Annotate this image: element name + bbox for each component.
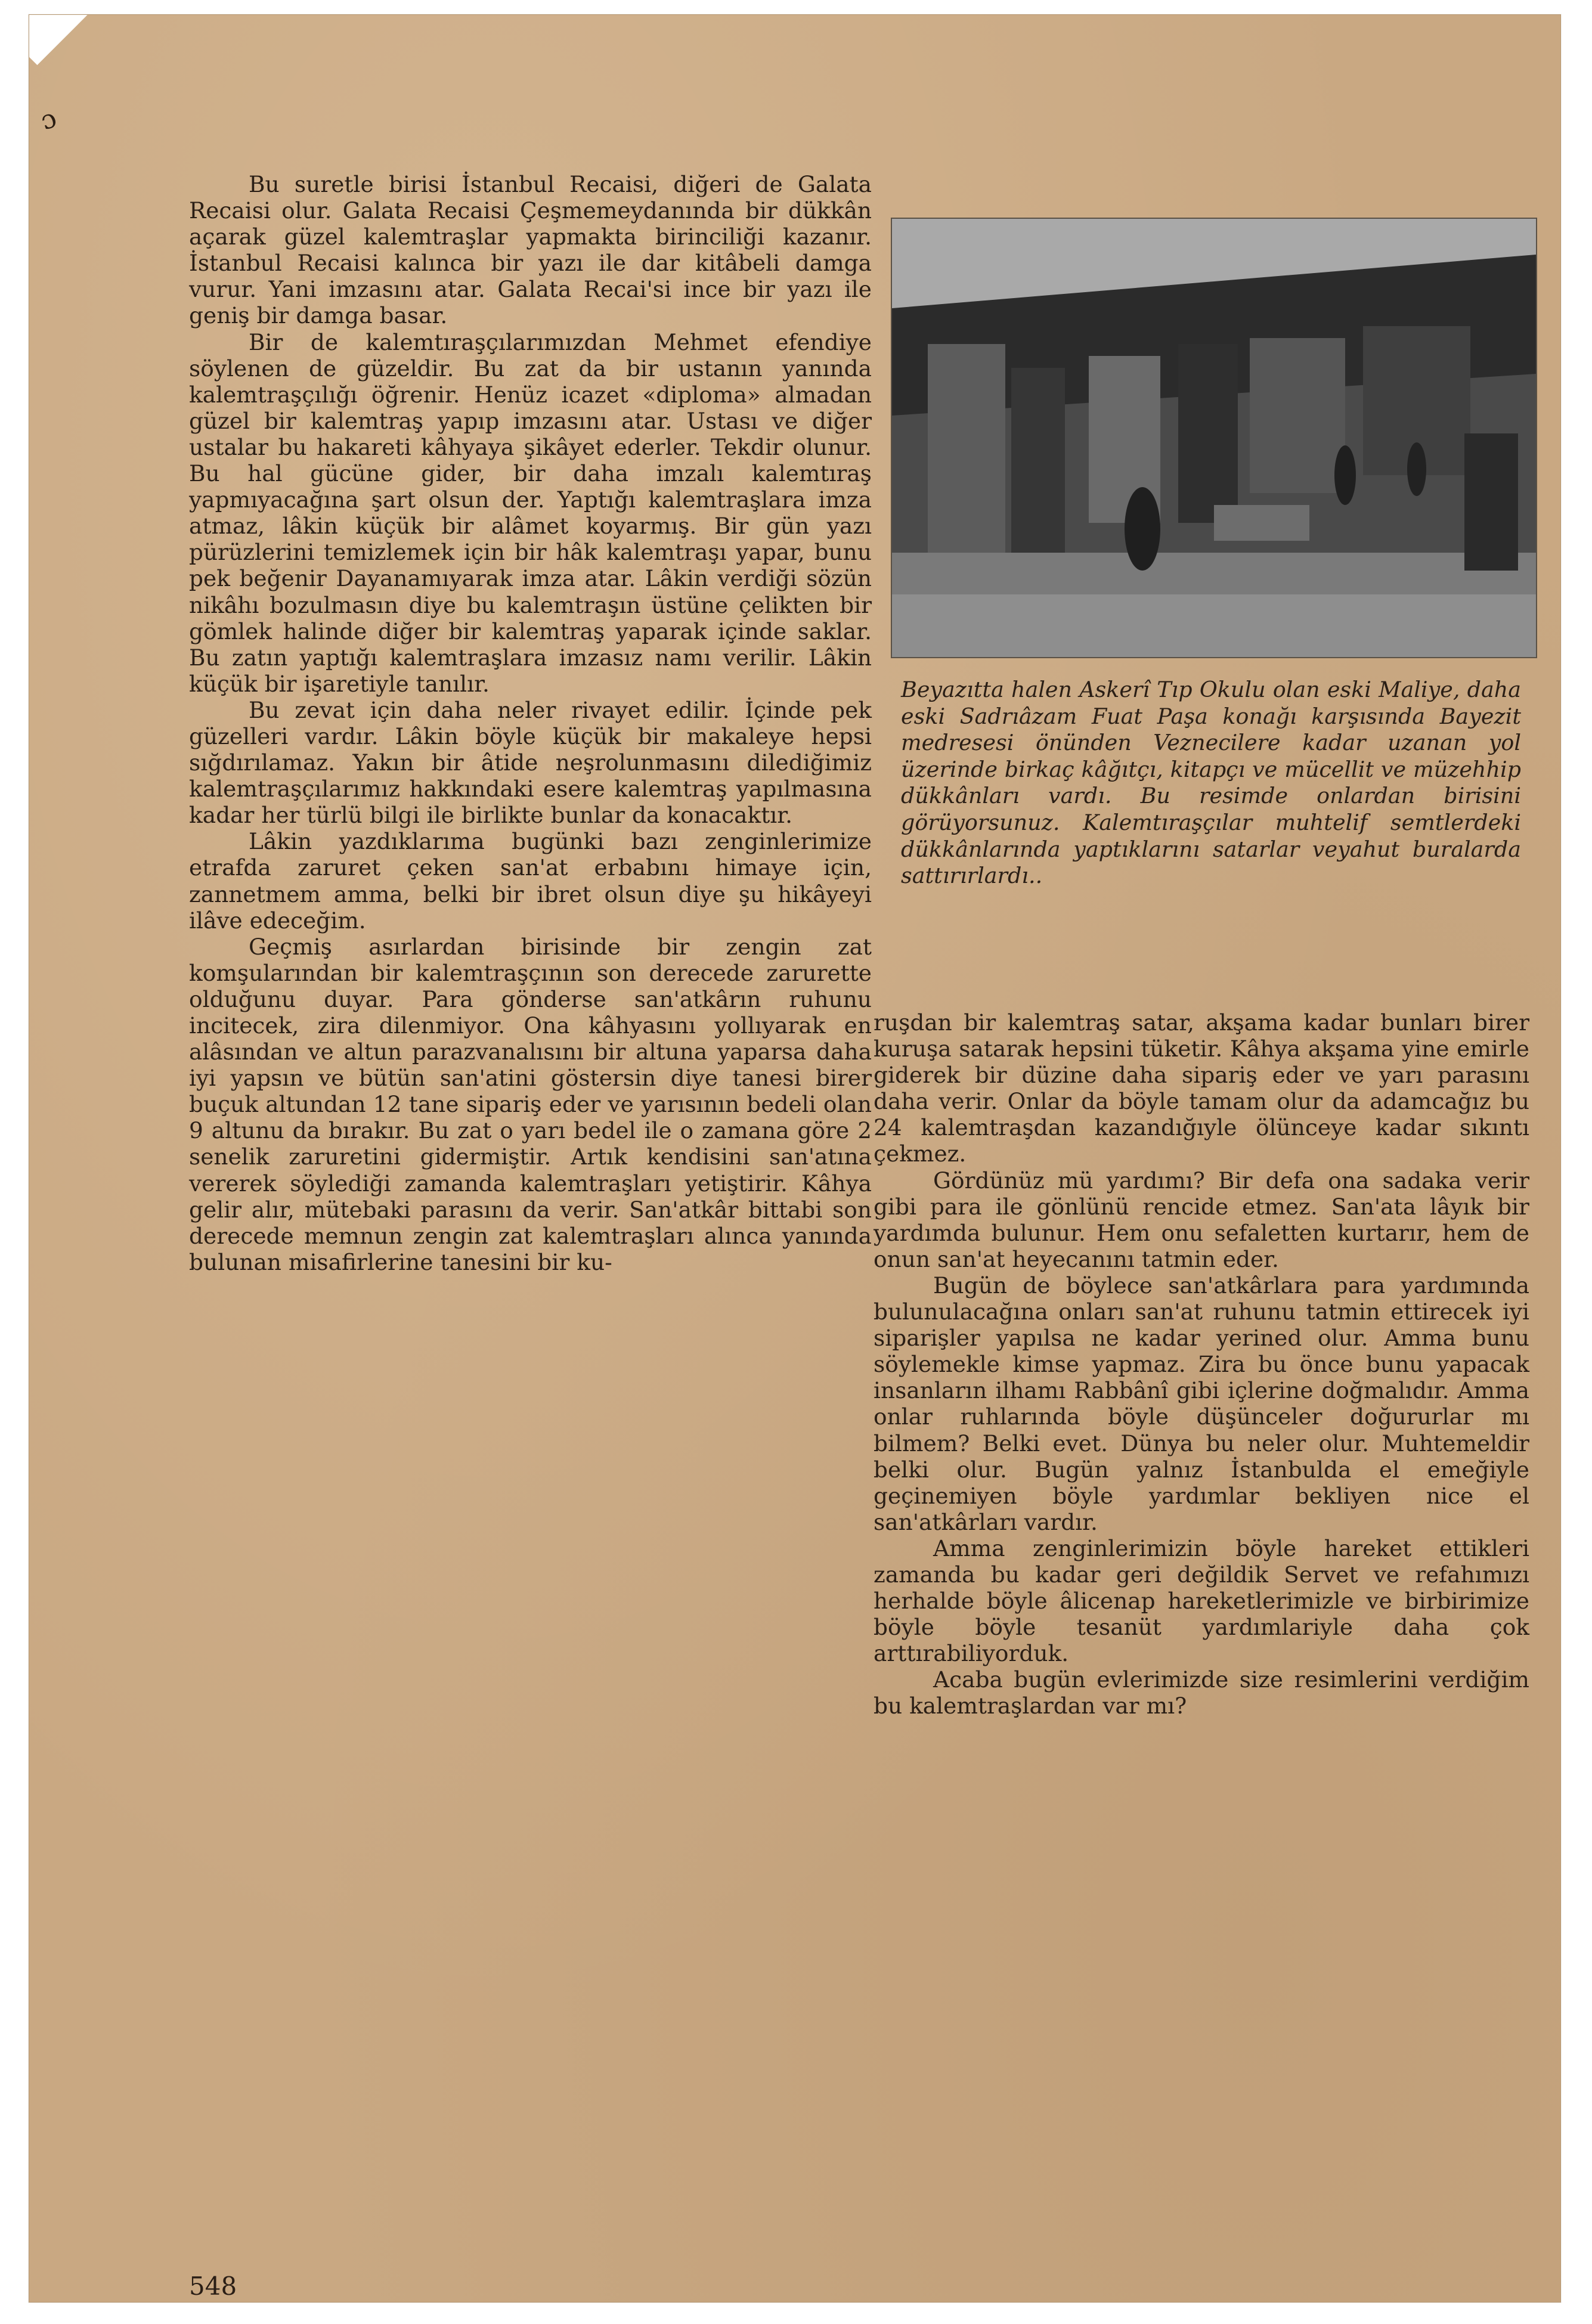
paragraph: Bugün de böylece san'atkârlara para yardımında bulunulacağına onları san'at ruhunu tatmin ettirecek iyi siparişler yapılsa ne kadar yerined olur. Amma bunu söylemekle kimse yapmaz. Zira bu önce bunu yapacak insanların ilhamı Rabbânî gibi içlerine doğmalıdır. Amma onlar ruhlarında böyle düşünceler doğururlar mı bilmem? Belki evet. Dünya bu neler olur. Muhtemeldir belki olur. Bugün yalnız İstanbulda el emeğiyle geçinemiyen böyle yardımlar bekliyen nice el san'atkârları vardır. [874, 1272, 1529, 1535]
paragraph: Bu suretle birisi İstanbul Recaisi, diğeri de Galata Recaisi olur. Galata Recaisi Çeşmemeydanında bir dükkân açarak güzel kalemtraşlar yapmakta birinciliği kazanır. İstanbul Recaisi kalınca bir yazı ile dar kitâbeli damga vurur. Yani imzasını atar. Galata Recai'si ince bir yazı ile geniş bir damga basar. [189, 171, 872, 329]
paragraph: Bu zevat için daha neler rivayet edilir. İçinde pek güzelleri vardır. Lâkin böyle küçük bir makaleye hepsi sığdırılamaz. Yakın bir âtide neşrolunmasını dilediğimiz kalemtraşçılarımız hakkındaki esere kalemtraş yapılmasına kadar her türlü bilgi ile birlikte bunlar da konacaktır. [189, 696, 872, 829]
paragraph: Lâkin yazdıklarıma bugünki bazı zenginlerimize etrafda zaruret çeken san'at erbabını himaye için, zannetmem amma, belki bir ibret olsun diye şu hikâyeyi ilâve edeceğim. [189, 828, 872, 934]
paragraph: Geçmiş asırlardan birisinde bir zengin zat komşularından bir kalemtraşçının son derecede zarurette olduğunu duyar. Para gönderse san'atkârın ruhunu incitecek, zira dilenmiyor. Ona kâhyasını yollıyarak en alâsından ve altun parazvanalısını bir altuna yaparsa daha iyi yapsın ve bütün san'atini göstersin diye tanesi birer buçuk altundan 12 tane sipariş eder ve yarısının bedeli olan 9 altunu da bırakır. Bu zat o yarı bedel ile o zamana göre 2 senelik zaruretini gidermiştir. Artık kendisini san'atına vererek söylediği zamanda kalemtraşları yetiştirir. Kâhya gelir alır, mütebaki parasını da verir. San'atkâr bittabi son derecede memnun zengin zat kalemtraşları alınca yanında bulunan misafirlerine tanesini bir ku- [189, 933, 872, 1275]
right-column [874, 1009, 1529, 1719]
left-column [189, 171, 872, 1275]
paragraph: Acaba bugün evlerimizde size resimlerini verdiğim bu kalemtraşlardan var mı? [874, 1666, 1529, 1719]
page-number: 548 [189, 2272, 237, 2301]
newsprint-page [29, 14, 1561, 2303]
paragraph: Gördünüz mü yardımı? Bir defa ona sadaka verir gibi para ile gönlünü rencide etmez. San'ata lâyık bir yardımda bulunur. Hem onu sefaletten kurtarır, hem de onun san'at heyecanını tatmin eder. [874, 1167, 1529, 1272]
paragraph: Bir de kalemtıraşçılarımızdan Mehmet efendiye söylenen de güzeldir. Bu zat da bir ustanın yanında kalemtraşçılığı öğrenir. Henüz icazet «diploma» almadan güzel bir kalemtraş yapıp imzasını atar. Ustası ve diğer ustalar bu hakareti kâhyaya şikâyet ederler. Tekdir olunur. Bu hal gücüne gider, bir daha imzalı kalemtıraş yapmıyacağına şart olsun der. Yaptığı kalemtraşlara imza atmaz, lâkin küçük bir alâmet koyarmış. Bir gün yazı pürüzlerini temizlemek için bir hâk kalemtraşı yapar, bunu pek beğenir Dayanamıyarak imza atar. Lâkin verdiği sözün nikâhı bozulmasın diye bu kalemtraşın üstüne çelikten bir gömlek halinde diğer bir kalemtraş yaparak içinde saklar. Bu zatın yaptığı kalemtraşlara imzasız namı verilir. Lâkin küçük bir işaretiyle tanılır. [189, 329, 872, 697]
paragraph: Amma zenginlerimizin böyle hareket ettikleri zamanda bu kadar geri değildik Servet ve refahımızı herhalde böyle âlicenap hareketlerimizle ve birbirimize böyle böyle tesanüt yardımlariyle daha çok arttırabiliyorduk. [874, 1535, 1529, 1667]
street-photo [891, 218, 1537, 658]
bookseller-street-illustration [892, 219, 1536, 657]
photo-caption: Beyazıtta halen Askerî Tıp Okulu olan eski Maliye, daha eski Sadrıâzam Fuat Paşa konağı karşısında Bayezit medresesi önünden Veznecilere kadar uzanan yol üzerinde birkaç kâğıtçı, kitapçı ve mücellit ve müzehhip dükkânları vardı. Bu resimde onlardan birisini görüyorsunuz. Kalemtıraşçılar muhtelif semtlerdeki dükkânlarında yaptıklarını satarlar veyahut buralarda sattırırlardı.. [901, 677, 1521, 889]
paragraph: ruşdan bir kalemtraş satar, akşama kadar bunları birer kuruşa satarak hepsini tüketir. Kâhya akşama yine emirle giderek bir düzine daha sipariş eder ve yarı parasını daha verir. Onlar da böyle tamam olur da adamcağız bu 24 kalemtraşdan kazandığıyle ölünceye kadar sıkıntı çekmez. [874, 1009, 1529, 1167]
margin-mark: ɔ [36, 103, 61, 137]
